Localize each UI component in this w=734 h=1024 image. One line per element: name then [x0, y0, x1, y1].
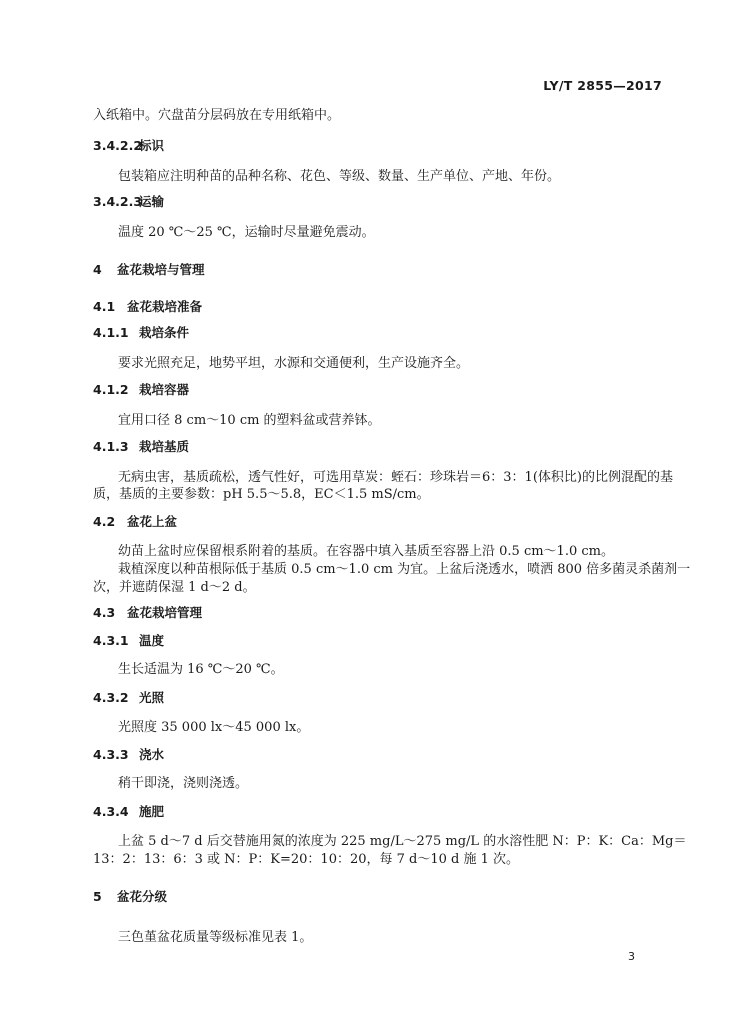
- section-title: 栽培基质: [139, 439, 190, 454]
- section-title: 盆花分级: [117, 889, 168, 904]
- section-title: 温度: [139, 633, 165, 648]
- paragraph-line: 质，基质的主要参数：pH 5.5～5.8，EC＜1.5 mS/cm。: [93, 487, 430, 502]
- section-heading-3-4-2-2: [93, 138, 164, 154]
- paragraph-line: 要求光照充足，地势平坦，水源和交通便利，生产设施齐全。: [118, 356, 470, 371]
- section-title: 标识: [139, 138, 165, 153]
- section-title: 栽培条件: [139, 325, 190, 340]
- section-heading-4-3: [93, 605, 202, 621]
- section-number: 4.1.1: [93, 325, 129, 340]
- section-heading-4-2: [93, 514, 177, 530]
- paragraph-line: 生长适温为 16 ℃～20 ℃。: [118, 662, 284, 677]
- section-heading-4-1-1: [93, 325, 189, 341]
- section-number: 3.4.2.2: [93, 138, 143, 153]
- section-heading-5: [93, 889, 167, 905]
- paragraph-line: 幼苗上盆时应保留根系附着的基质。在容器中填入基质至容器上沿 0.5 cm～1.0 cm。: [118, 544, 614, 559]
- paragraph-line: 13：2：13：6：3 或 N：P：K=20：10：20，每 7 d～10 d 施 1 次。: [93, 852, 520, 867]
- paragraph-line: 光照度 35 000 lx～45 000 lx。: [118, 720, 310, 735]
- section-number: 4.3.1: [93, 633, 129, 648]
- section-number: 4.3: [93, 605, 116, 620]
- section-title: 施肥: [139, 804, 165, 819]
- paragraph-line: 栽植深度以种苗根际低于基质 0.5 cm～1.0 cm 为宜。上盆后浇透水，喷洒 800 倍多菌灵杀菌剂一: [118, 562, 691, 577]
- section-number: 3.4.2.3: [93, 194, 143, 209]
- page-number: 3: [628, 950, 635, 963]
- section-heading-3-4-2-3: [93, 194, 164, 210]
- section-heading-4-1: [93, 299, 202, 315]
- section-title: 栽培容器: [139, 382, 190, 397]
- paragraph-line: 三色堇盆花质量等级标准见表 1。: [118, 930, 313, 945]
- section-number: 4.2: [93, 514, 116, 529]
- section-number: 4.1: [93, 299, 116, 314]
- section-title: 盆花栽培管理: [127, 605, 203, 620]
- section-heading-4-1-3: [93, 439, 189, 455]
- section-number: 5: [93, 889, 102, 904]
- section-title: 盆花栽培准备: [127, 299, 203, 314]
- section-number: 4.3.2: [93, 690, 129, 705]
- section-title: 光照: [139, 690, 165, 705]
- section-number: 4: [93, 262, 102, 277]
- paragraph-line: 宜用口径 8 cm～10 cm 的塑料盆或营养钵。: [118, 413, 381, 428]
- section-title: 运输: [139, 194, 165, 209]
- section-title: 浇水: [139, 747, 165, 762]
- section-number: 4.3.4: [93, 804, 129, 819]
- paragraph-line: 包装箱应注明种苗的品种名称、花色、等级、数量、生产单位、产地、年份。: [118, 169, 561, 184]
- paragraph-line: 次，并遮荫保湿 1 d～2 d。: [93, 580, 256, 595]
- section-heading-4-3-1: [93, 633, 164, 649]
- paragraph-line: 温度 20 ℃～25 ℃，运输时尽量避免震动。: [118, 225, 375, 240]
- paragraph-line: 无病虫害，基质疏松，透气性好，可选用草炭：蛭石：珍珠岩＝6：3：1(体积比)的比例混配的基: [118, 470, 673, 485]
- paragraph-line: 稍干即浇，浇则浇透。: [118, 776, 249, 791]
- section-number: 4.1.3: [93, 439, 129, 454]
- section-title: 盆花栽培与管理: [117, 262, 205, 277]
- section-heading-4: [93, 262, 205, 278]
- section-heading-4-3-2: [93, 690, 164, 706]
- section-number: 4.3.3: [93, 747, 129, 762]
- paragraph-line: 上盆 5 d～7 d 后交替施用氮的浓度为 225 mg/L～275 mg/L 的水溶性肥 N：P：K：Ca：Mg＝: [118, 834, 687, 849]
- paragraph-line: 入纸箱中。穴盘苗分层码放在专用纸箱中。: [93, 108, 341, 123]
- section-title: 盆花上盆: [127, 514, 178, 529]
- document-code: LY/T 2855—2017: [543, 78, 662, 93]
- section-number: 4.1.2: [93, 382, 129, 397]
- section-heading-4-3-3: [93, 747, 164, 763]
- section-heading-4-3-4: [93, 804, 164, 820]
- section-heading-4-1-2: [93, 382, 189, 398]
